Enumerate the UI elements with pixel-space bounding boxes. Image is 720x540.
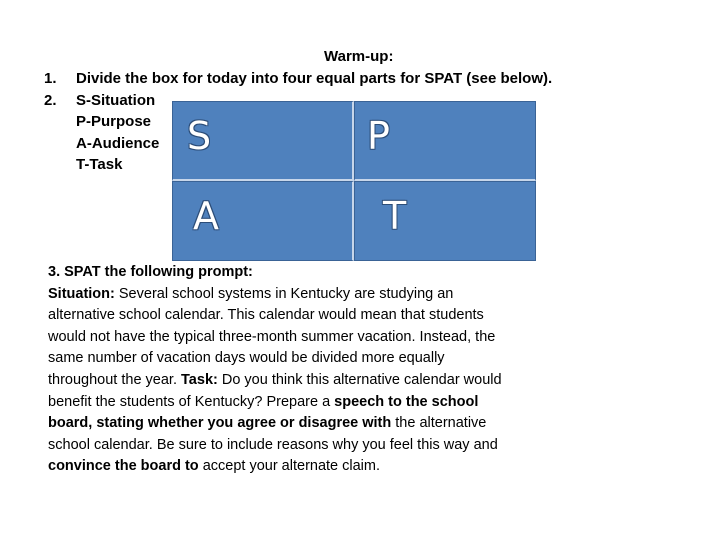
spat-cell-purpose bbox=[354, 101, 536, 181]
spat-cell-task bbox=[354, 181, 536, 261]
spat-letter-t: T bbox=[383, 194, 407, 238]
list-subitem: T-Task bbox=[76, 156, 123, 173]
spat-grid bbox=[172, 101, 536, 261]
task-emphasis: convince the board to bbox=[48, 458, 199, 475]
list-item-1 bbox=[44, 68, 552, 90]
spat-letter-a: A bbox=[193, 194, 219, 238]
list-subitem: P-Purpose bbox=[76, 113, 152, 130]
task-label: Task: bbox=[181, 371, 218, 388]
spat-cell-audience bbox=[172, 181, 354, 261]
task-text: Do you think this alternative calendar would benefit the students of Kentucky? Prepare a bbox=[48, 371, 502, 410]
prompt-heading: 3. SPAT the following prompt: bbox=[48, 264, 253, 280]
task-emphasis: speech to the school board, stating whether you agree or disagree with bbox=[48, 393, 479, 432]
spat-letter-p: P bbox=[367, 114, 390, 158]
task-text: accept your alternate claim. bbox=[198, 458, 381, 475]
list-subitem: A-Audience bbox=[76, 134, 160, 152]
spat-letter-s: S bbox=[187, 114, 212, 158]
list-number: 2. bbox=[44, 91, 57, 109]
spat-cell-situation bbox=[172, 101, 354, 181]
prompt-text bbox=[48, 262, 508, 478]
list-item-text: Divide the box for today into four equal parts for SPAT (see below). bbox=[76, 70, 553, 87]
list-number: 1. bbox=[44, 70, 57, 87]
task-text: the alternative school calendar. Be sure to include reasons why you feel this way and bbox=[48, 415, 498, 453]
list-item-text: S-Situation bbox=[76, 91, 156, 109]
situation-text: Several school systems in Kentucky are studying an alternative school calendar. This calendar would mean that students would not have the typical three-month summer vacation. Instead, the same number of vacation days would be divided more equally throughout the year. bbox=[48, 285, 496, 388]
page-title: Warm-up: bbox=[324, 48, 394, 65]
situation-label: Situation: bbox=[48, 285, 115, 302]
